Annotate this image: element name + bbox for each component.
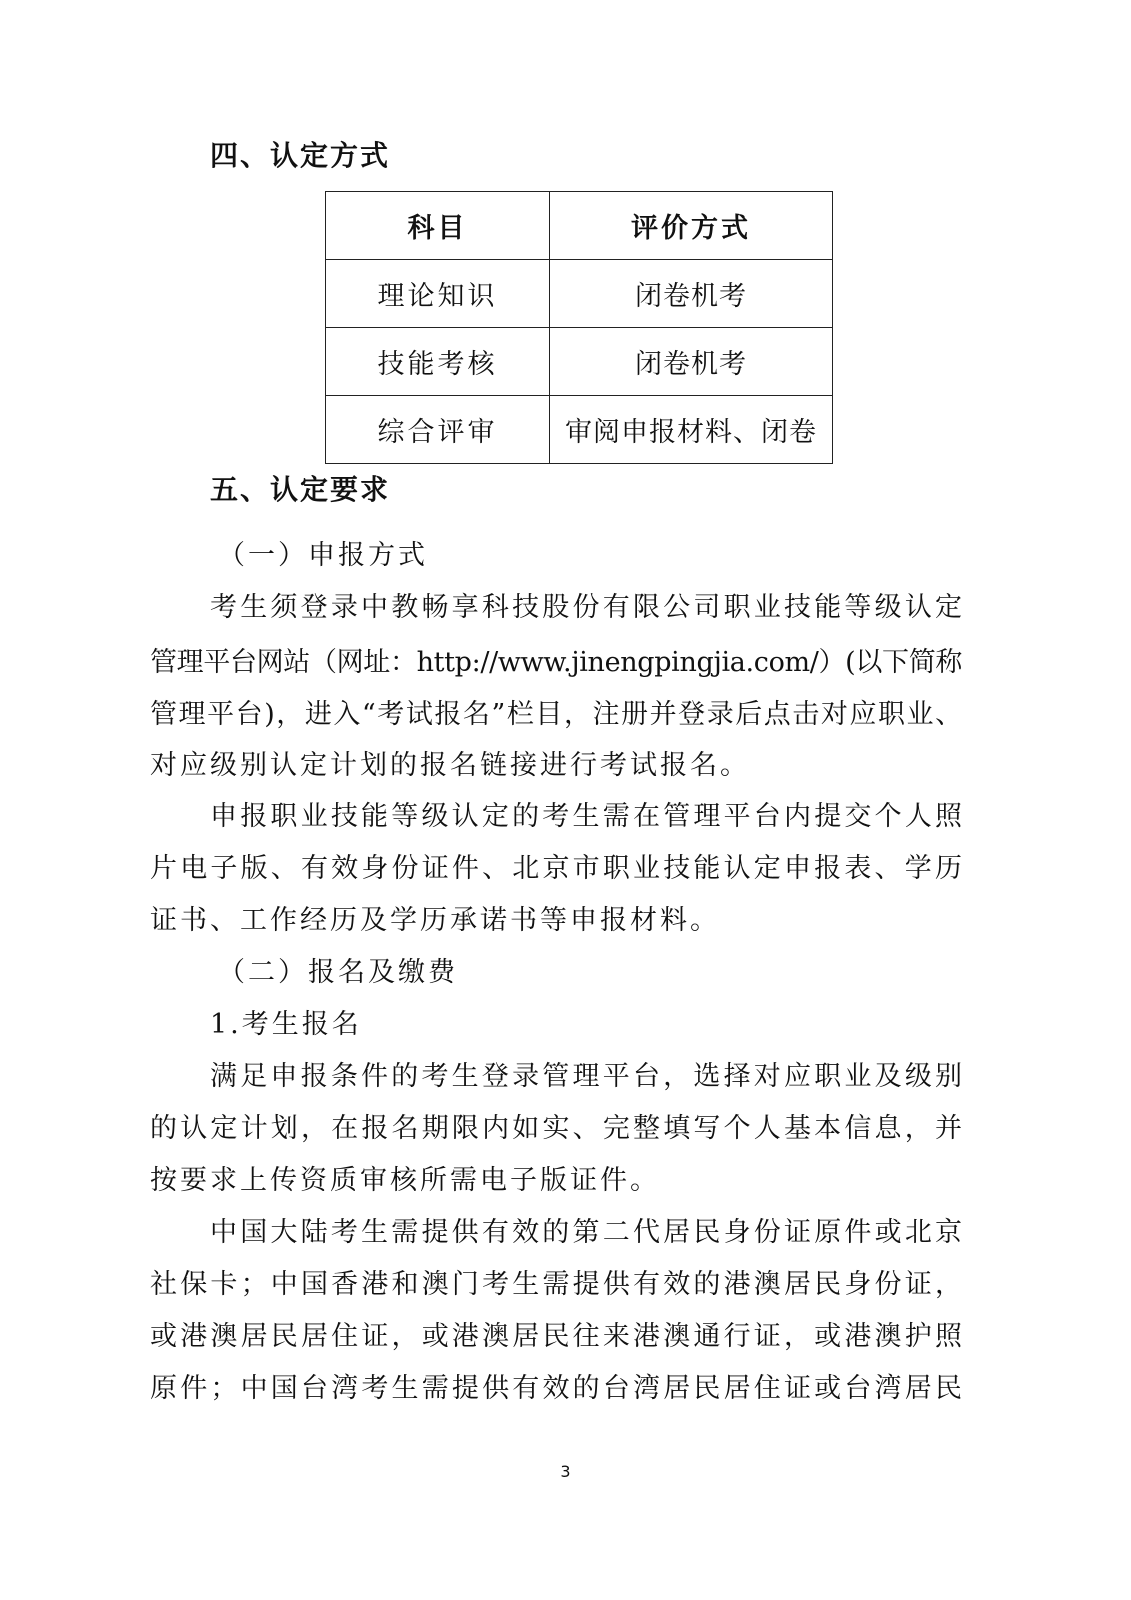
paragraph-line: 中国大陆考生需提供有效的第二代居民身份证原件或北京 xyxy=(210,1217,966,1248)
table-header-cell: 科目 xyxy=(326,192,550,260)
table-cell-subject: 综合评审 xyxy=(326,396,550,464)
paragraph-line: 或港澳居民居住证，或港澳居民往来港澳通行证，或港澳护照 xyxy=(150,1321,966,1352)
paragraph-line: 申报职业技能等级认定的考生需在管理平台内提交个人照 xyxy=(210,801,966,832)
section-heading-5: 五、认定要求 xyxy=(210,473,391,506)
paragraph-line: 满足申报条件的考生登录管理平台，选择对应职业及级别 xyxy=(210,1061,966,1092)
item-title: 1.考生报名 xyxy=(210,1009,362,1040)
table-cell-method: 审阅申报材料、闭卷 xyxy=(550,396,833,464)
page-number: 3 xyxy=(560,1462,571,1481)
table-header-cell: 评价方式 xyxy=(550,192,833,260)
assessment-method-table xyxy=(325,191,833,464)
paragraph-line: 社保卡；中国香港和澳门考生需提供有效的港澳居民身份证， xyxy=(150,1269,966,1300)
subsection-title-1: （一）申报方式 xyxy=(218,540,428,571)
table-row xyxy=(326,260,833,328)
paragraph-line: 按要求上传资质审核所需电子版证件。 xyxy=(150,1165,660,1196)
paragraph-line: 的认定计划，在报名期限内如实、完整填写个人基本信息，并 xyxy=(150,1113,966,1144)
paragraph-line: 证书、工作经历及学历承诺书等申报材料。 xyxy=(150,905,720,936)
paragraph-line: 原件；中国台湾考生需提供有效的台湾居民居住证或台湾居民 xyxy=(150,1373,966,1404)
table-cell-subject: 理论知识 xyxy=(326,260,550,328)
paragraph-line: 管理平台)，进入“考试报名”栏目，注册并登录后点击对应职业、 xyxy=(150,699,964,730)
table-cell-method: 闭卷机考 xyxy=(550,328,833,396)
table-row xyxy=(326,396,833,464)
table-cell-method: 闭卷机考 xyxy=(550,260,833,328)
section-heading-4: 四、认定方式 xyxy=(210,139,391,172)
table-cell-subject: 技能考核 xyxy=(326,328,550,396)
table-row xyxy=(326,328,833,396)
table-header-row xyxy=(326,192,833,260)
paragraph-line: 考生须登录中教畅享科技股份有限公司职业技能等级认定 xyxy=(210,592,966,623)
paragraph-line: 管理平台网站（网址：http://www.jinengpingjia.com/）(以下简称 xyxy=(150,647,963,678)
subsection-title-2: （二）报名及缴费 xyxy=(218,957,458,988)
paragraph-line: 对应级别认定计划的报名链接进行考试报名。 xyxy=(150,750,750,781)
paragraph-line: 片电子版、有效身份证件、北京市职业技能认定申报表、学历 xyxy=(150,853,966,884)
